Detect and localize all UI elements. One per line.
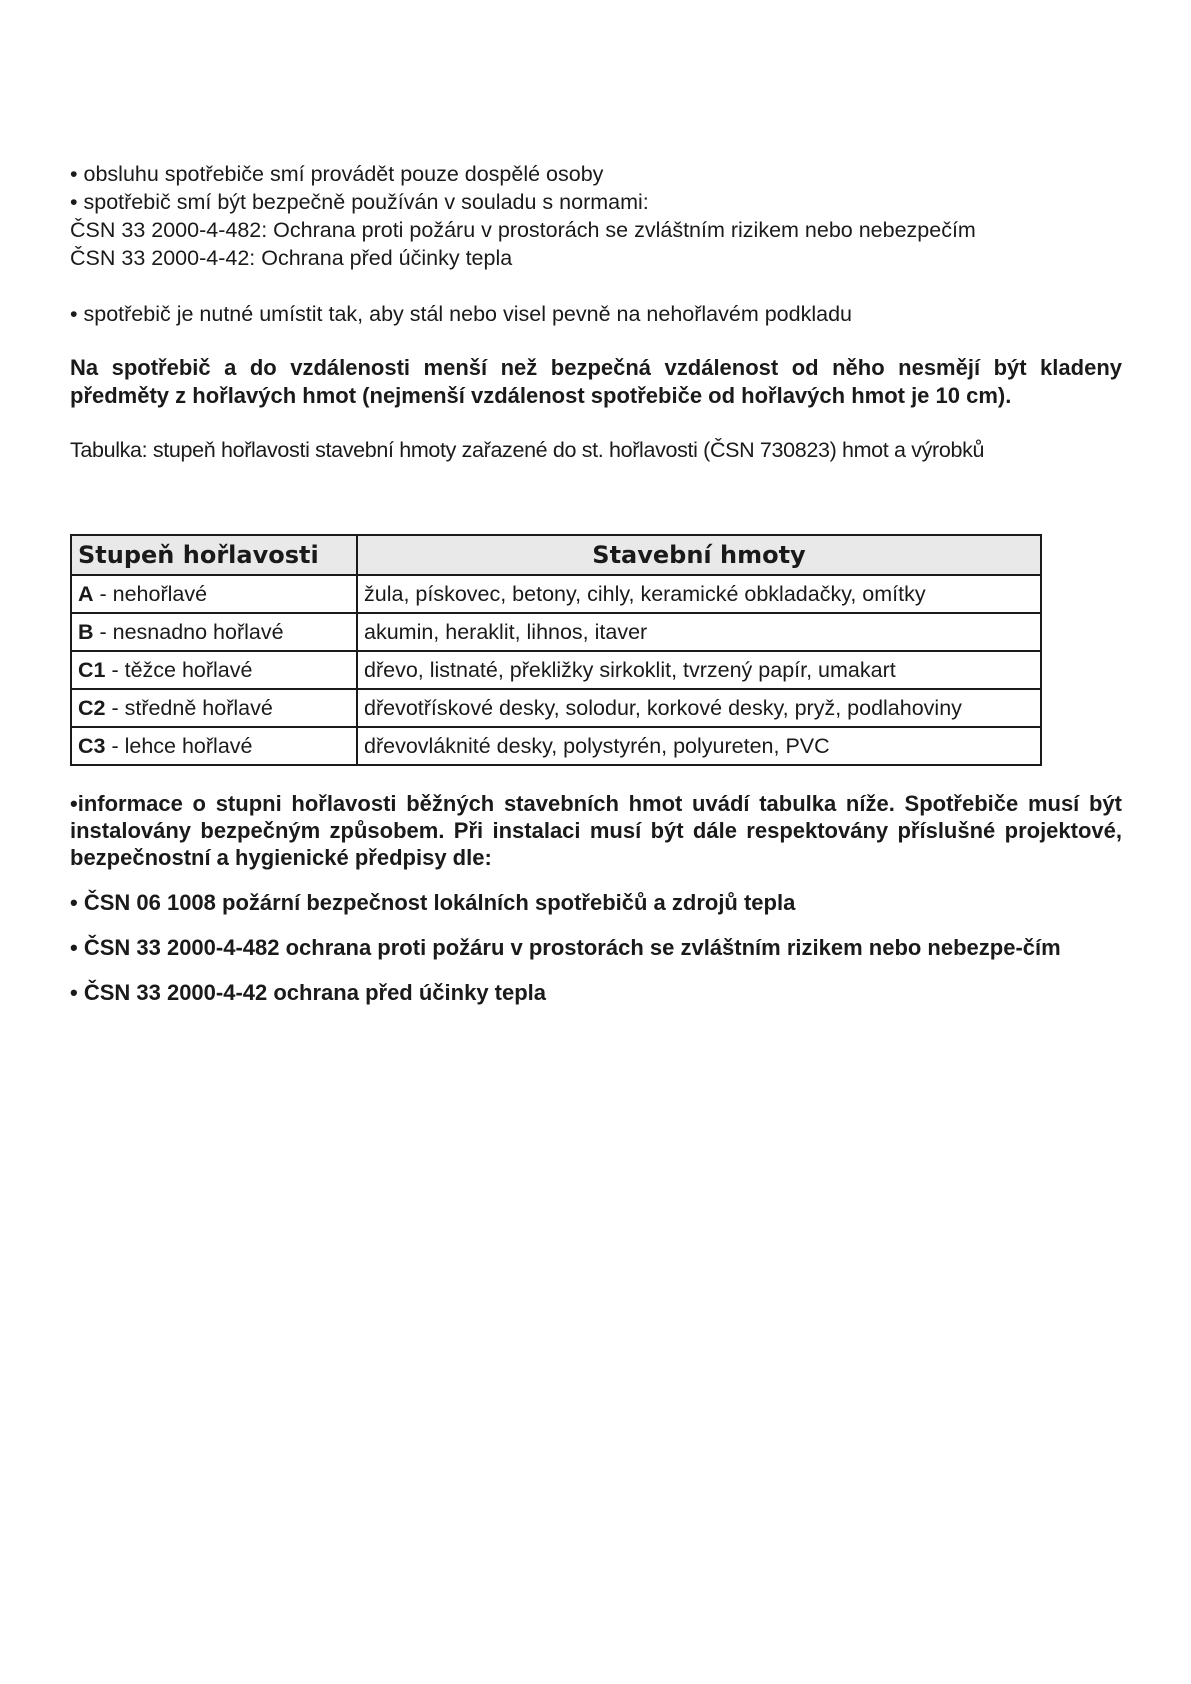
safety-distance-warning: Na spotřebič a do vzdálenosti menší než bezpečná vzdálenost od něho nesmějí být kladeny předměty z hořlavých hmot (nejmenší vzdálenost spotřebiče od hořlavých hmot je 10 cm). [70, 355, 1122, 408]
header-flammability-grade: Stupeň hořlavosti [71, 535, 357, 575]
grade-code: B [78, 619, 94, 644]
table-header-row [71, 535, 1041, 575]
table-caption: Tabulka: stupeň hořlavosti stavební hmoty zařazené do st. hořlavosti (ČSN 730823) hmot a výrobků [70, 438, 985, 462]
document-page [70, 160, 1122, 1006]
table-row [71, 651, 1041, 689]
table-row [71, 689, 1041, 727]
flammability-table [70, 534, 1042, 766]
materials-cell: akumin, heraklit, lihnos, itaver [357, 613, 1041, 651]
grade-cell [71, 575, 357, 613]
placement-note: • spotřebič je nutné umístit tak, aby stál nebo visel pevně na nehořlavém podkladu [70, 302, 852, 326]
grade-label: - středně hořlavé [105, 695, 273, 720]
grade-label: - nesnadno hořlavé [93, 619, 284, 644]
grade-cell [71, 651, 357, 689]
grade-cell [71, 613, 357, 651]
header-building-materials: Stavební hmoty [357, 535, 1041, 575]
intro-line-operation: • obsluhu spotřebiče smí provádět pouze dospělé osoby [70, 162, 604, 186]
grade-code: C1 [78, 657, 106, 682]
table-row [71, 575, 1041, 613]
norm-item-33-2000-4-482: • ČSN 33 2000-4-482 ochrana proti požáru v prostorách se zvláštním rizikem nebo nebezpe-čím [70, 935, 1061, 960]
intro-line-norm-482: ČSN 33 2000-4-482: Ochrana proti požáru v prostorách se zvláštním rizikem nebo nebezpečím [70, 218, 976, 242]
grade-label: - nehořlavé [93, 581, 208, 606]
materials-cell: dřevotřískové desky, solodur, korkové desky, pryž, podlahoviny [357, 689, 1041, 727]
intro-line-norm-42: ČSN 33 2000-4-42: Ochrana před účinky tepla [70, 246, 513, 270]
intro-line-standards: • spotřebič smí být bezpečně používán v souladu s normami: [70, 190, 649, 214]
grade-code: A [78, 581, 94, 606]
installation-info-paragraph: •informace o stupni hořlavosti běžných stavebních hmot uvádí tabulka níže. Spotřebiče musí být instalovány bezpečným způsobem. Při instalaci musí být dále respektovány příslušné projektové, bezpečnostní a hygienické předpisy dle: [70, 791, 1122, 870]
table-row [71, 727, 1041, 765]
norm-item-06-1008: • ČSN 06 1008 požární bezpečnost lokálních spotřebičů a zdrojů tepla [70, 890, 796, 915]
materials-cell: dřevo, listnaté, překližky sirkoklit, tvrzený papír, umakart [357, 651, 1041, 689]
spacer [70, 272, 1122, 300]
spacer [70, 410, 1122, 436]
spacer [70, 328, 1122, 354]
grade-cell [71, 689, 357, 727]
norm-item-33-2000-4-42: • ČSN 33 2000-4-42 ochrana před účinky tepla [70, 980, 547, 1005]
grade-code: C3 [78, 733, 106, 758]
grade-label: - těžce hořlavé [105, 657, 253, 682]
grade-cell [71, 727, 357, 765]
table-row [71, 613, 1041, 651]
grade-label: - lehce hořlavé [105, 733, 253, 758]
grade-code: C2 [78, 695, 106, 720]
materials-cell: dřevovláknité desky, polystyrén, polyureten, PVC [357, 727, 1041, 765]
materials-cell: žula, pískovec, betony, cihly, keramické obkladačky, omítky [357, 575, 1041, 613]
